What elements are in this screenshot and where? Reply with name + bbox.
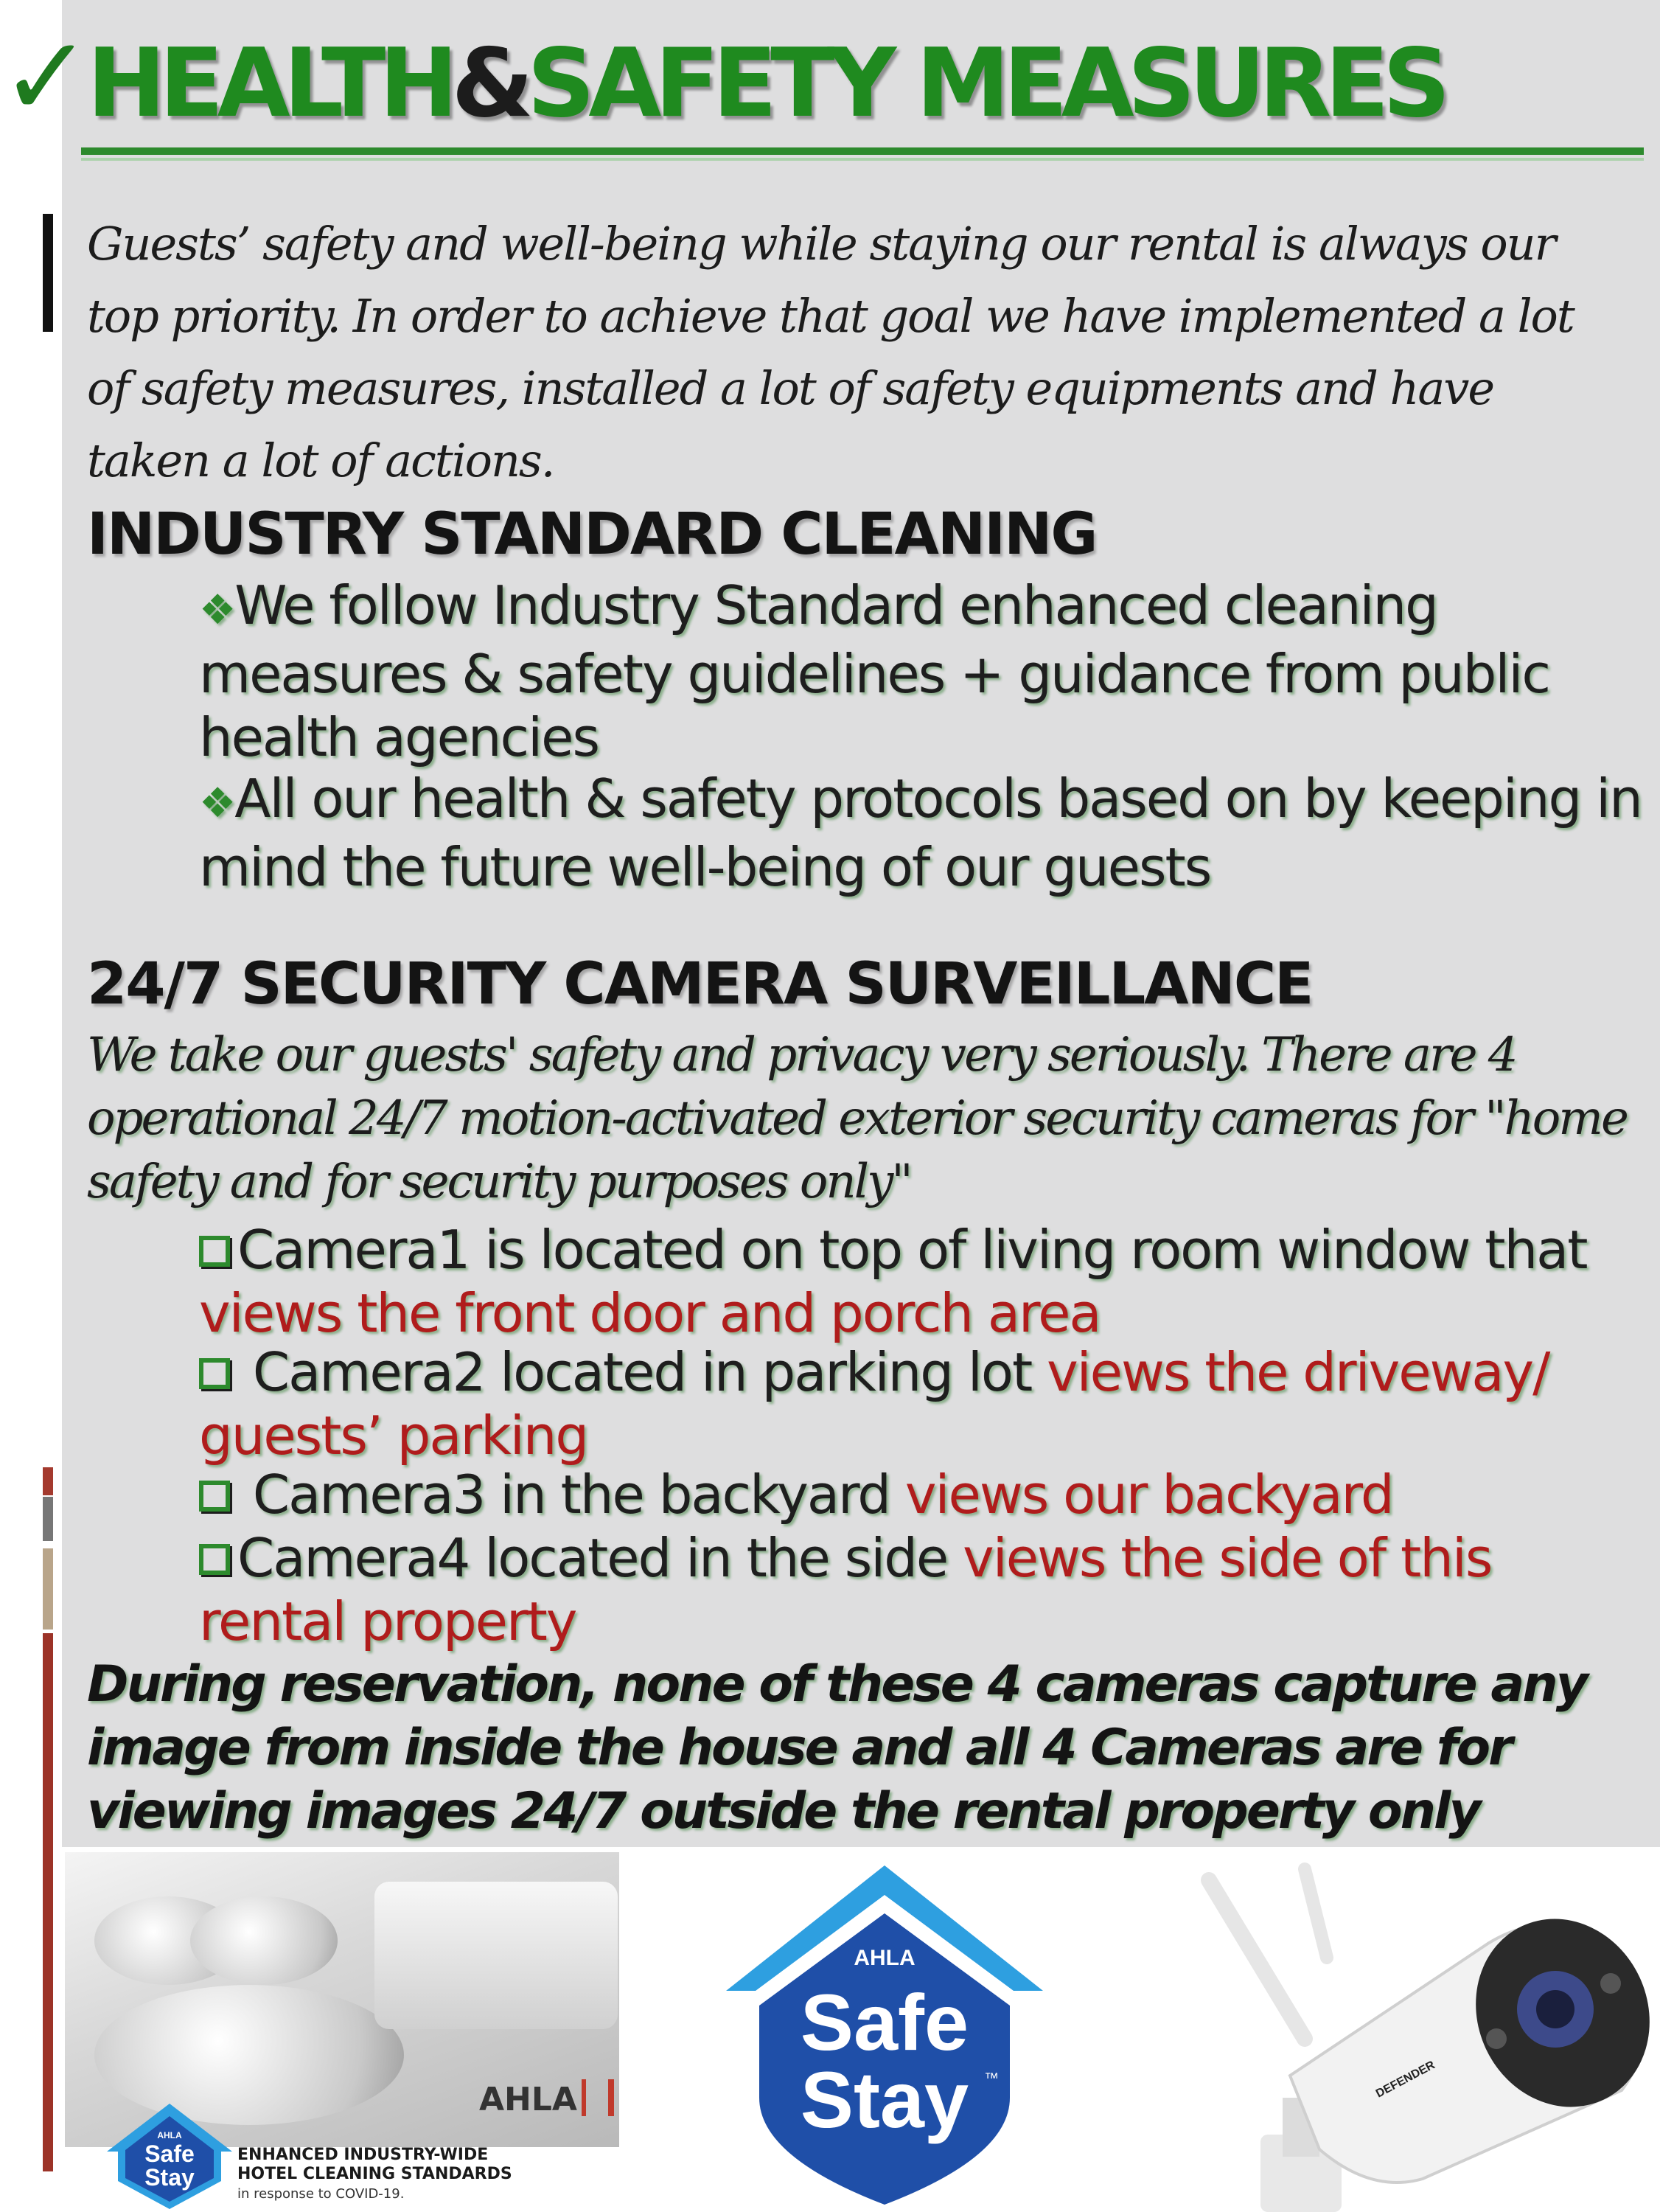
cleaning-bullet-1: ❖We follow Industry Standard enhanced cleaning measures & safety guidelines + guidance from public health agencies [199, 574, 1549, 768]
decor-bar [43, 1633, 53, 2171]
checkbox-icon [199, 1358, 230, 1389]
ahla-logo: AHLA [479, 2079, 614, 2118]
camera-item-1: Camera1 is located on top of living room window that views the front door and porch area [199, 1219, 1587, 1344]
cleaning-standards-caption: ENHANCED INDUSTRY-WIDE HOTEL CLEANING STANDARDS in response to COVID-19. [237, 2146, 512, 2202]
checkbox-icon [199, 1544, 230, 1575]
camera-item-3: Camera3 in the backyard views our backyard [199, 1463, 1644, 1526]
checkbox-icon [199, 1236, 230, 1267]
diamond-bullet-icon: ❖ [199, 779, 235, 827]
svg-text:AHLA: AHLA [157, 2130, 182, 2140]
decor-bar [43, 1467, 53, 1495]
svg-text:™: ™ [984, 2070, 999, 2087]
svg-text:Stay: Stay [800, 2055, 969, 2144]
decor-bar [43, 1548, 53, 1630]
decor-bar [43, 1497, 53, 1541]
page-title: HEALTH&SAFETY MEASURES [87, 29, 1444, 139]
left-margin [0, 0, 62, 2212]
security-camera-photo [1179, 1854, 1651, 2212]
svg-text:Safe: Safe [800, 1978, 969, 2067]
svg-text:DEFENDER: DEFENDER [1373, 2059, 1437, 2101]
security-heading: 24/7 SECURITY CAMERA SURVEILLANCE [87, 951, 1313, 1018]
checkmark-icon: ✓ [0, 13, 93, 142]
title-underline-light [81, 158, 1644, 161]
safe-stay-badge [722, 1862, 1047, 2208]
svg-text:Safe: Safe [144, 2140, 195, 2167]
intro-text: Guests’ safety and well-being while staying our rental is always our top priority. In order to achieve that goal we have implemented a lot of safety measures, installed a lot of safety equipments and have taken a lot of actions. [87, 217, 1574, 487]
svg-text:Stay: Stay [144, 2164, 195, 2191]
svg-text:AHLA: AHLA [854, 1946, 916, 1970]
diamond-bullet-icon: ❖ [199, 586, 235, 634]
security-intro: We take our guests' safety and privacy very seriously. There are 4 operational 24/7 motion-activated exterior security cameras for "home safety and for security purposes only" [87, 1028, 1627, 1209]
cleaning-heading: INDUSTRY STANDARD CLEANING [87, 501, 1097, 568]
checkbox-icon [199, 1481, 230, 1512]
safe-stay-badge-small [103, 2100, 236, 2211]
title-underline [81, 147, 1644, 155]
decor-bar [43, 214, 53, 332]
camera-privacy-note: During reservation, none of these 4 cameras capture any image from inside the house and all 4 Cameras are for viewing images 24/7 outside the rental property only [87, 1655, 1586, 1840]
camera-item-4: Camera4 located in the side views the side of this rental property [199, 1527, 1492, 1652]
cleaning-bullet-2: ❖All our health & safety protocols based on by keeping in mind the future well-being of our guests [199, 768, 1642, 898]
camera-item-2: Camera2 located in parking lot views the driveway/ guests’ parking [199, 1341, 1549, 1467]
